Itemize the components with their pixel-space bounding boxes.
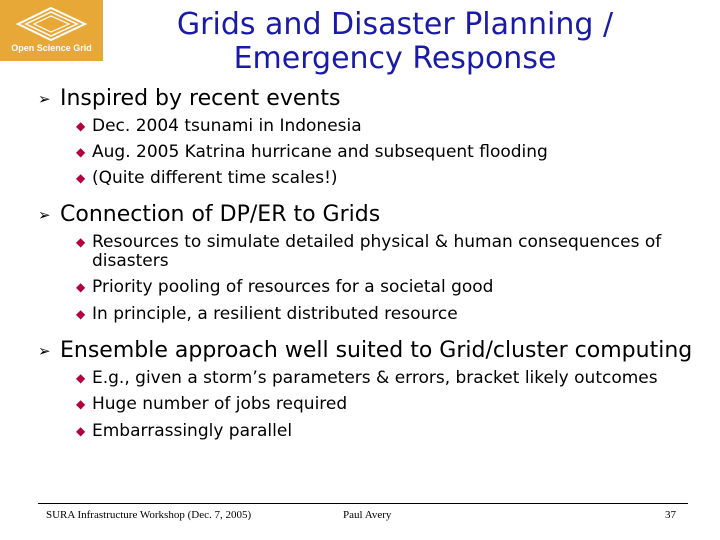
diamond-bullet-icon: ◆ <box>76 145 86 159</box>
slide-title <box>150 8 640 76</box>
diamond-bullet-icon: ◆ <box>76 307 86 321</box>
bullet-item: E.g., given a storm’s parameters & errors, bracket likely outcomes <box>92 368 658 388</box>
bullet-item: Priority pooling of resources for a societal good <box>92 277 494 297</box>
section-heading: Inspired by recent events <box>60 86 341 111</box>
section-heading: Ensemble approach well suited to Grid/cluster computing <box>60 338 693 363</box>
bullet-item: Aug. 2005 Katrina hurricane and subsequent flooding <box>92 142 548 162</box>
bullet-item: Resources to simulate detailed physical & human consequences of <box>92 232 662 252</box>
title-line-2: Emergency Response <box>233 41 557 76</box>
section-heading: Connection of DP/ER to Grids <box>60 202 381 227</box>
bullet-item: Embarrassingly parallel <box>92 421 293 441</box>
osg-logo <box>0 0 103 61</box>
diamond-bullet-icon: ◆ <box>76 119 86 133</box>
arrow-bullet-icon: ➢ <box>38 342 51 360</box>
diamond-bullet-icon: ◆ <box>76 171 86 185</box>
diamond-bullet-icon: ◆ <box>76 397 86 411</box>
bullet-item: (Quite different time scales!) <box>92 168 338 188</box>
arrow-bullet-icon: ➢ <box>38 90 51 108</box>
arrow-bullet-icon: ➢ <box>38 206 51 224</box>
bullet-item: Dec. 2004 tsunami in Indonesia <box>92 116 362 136</box>
logo-text: Open Science Grid <box>11 43 92 53</box>
footer-event: SURA Infrastructure Workshop (Dec. 7, 2005) <box>46 509 252 521</box>
title-line-1: Grids and Disaster Planning / <box>176 7 614 42</box>
footer-divider <box>38 503 688 504</box>
grid-logo-icon <box>14 4 89 42</box>
bullet-item: Huge number of jobs required <box>92 394 348 414</box>
footer-author: Paul Avery <box>343 509 392 521</box>
diamond-bullet-icon: ◆ <box>76 280 86 294</box>
bullet-item: In principle, a resilient distributed resource <box>92 304 458 324</box>
bullet-item-continuation: disasters <box>92 251 169 271</box>
diamond-bullet-icon: ◆ <box>76 235 86 249</box>
diamond-bullet-icon: ◆ <box>76 424 86 438</box>
page-number: 37 <box>665 509 676 521</box>
diamond-bullet-icon: ◆ <box>76 371 86 385</box>
